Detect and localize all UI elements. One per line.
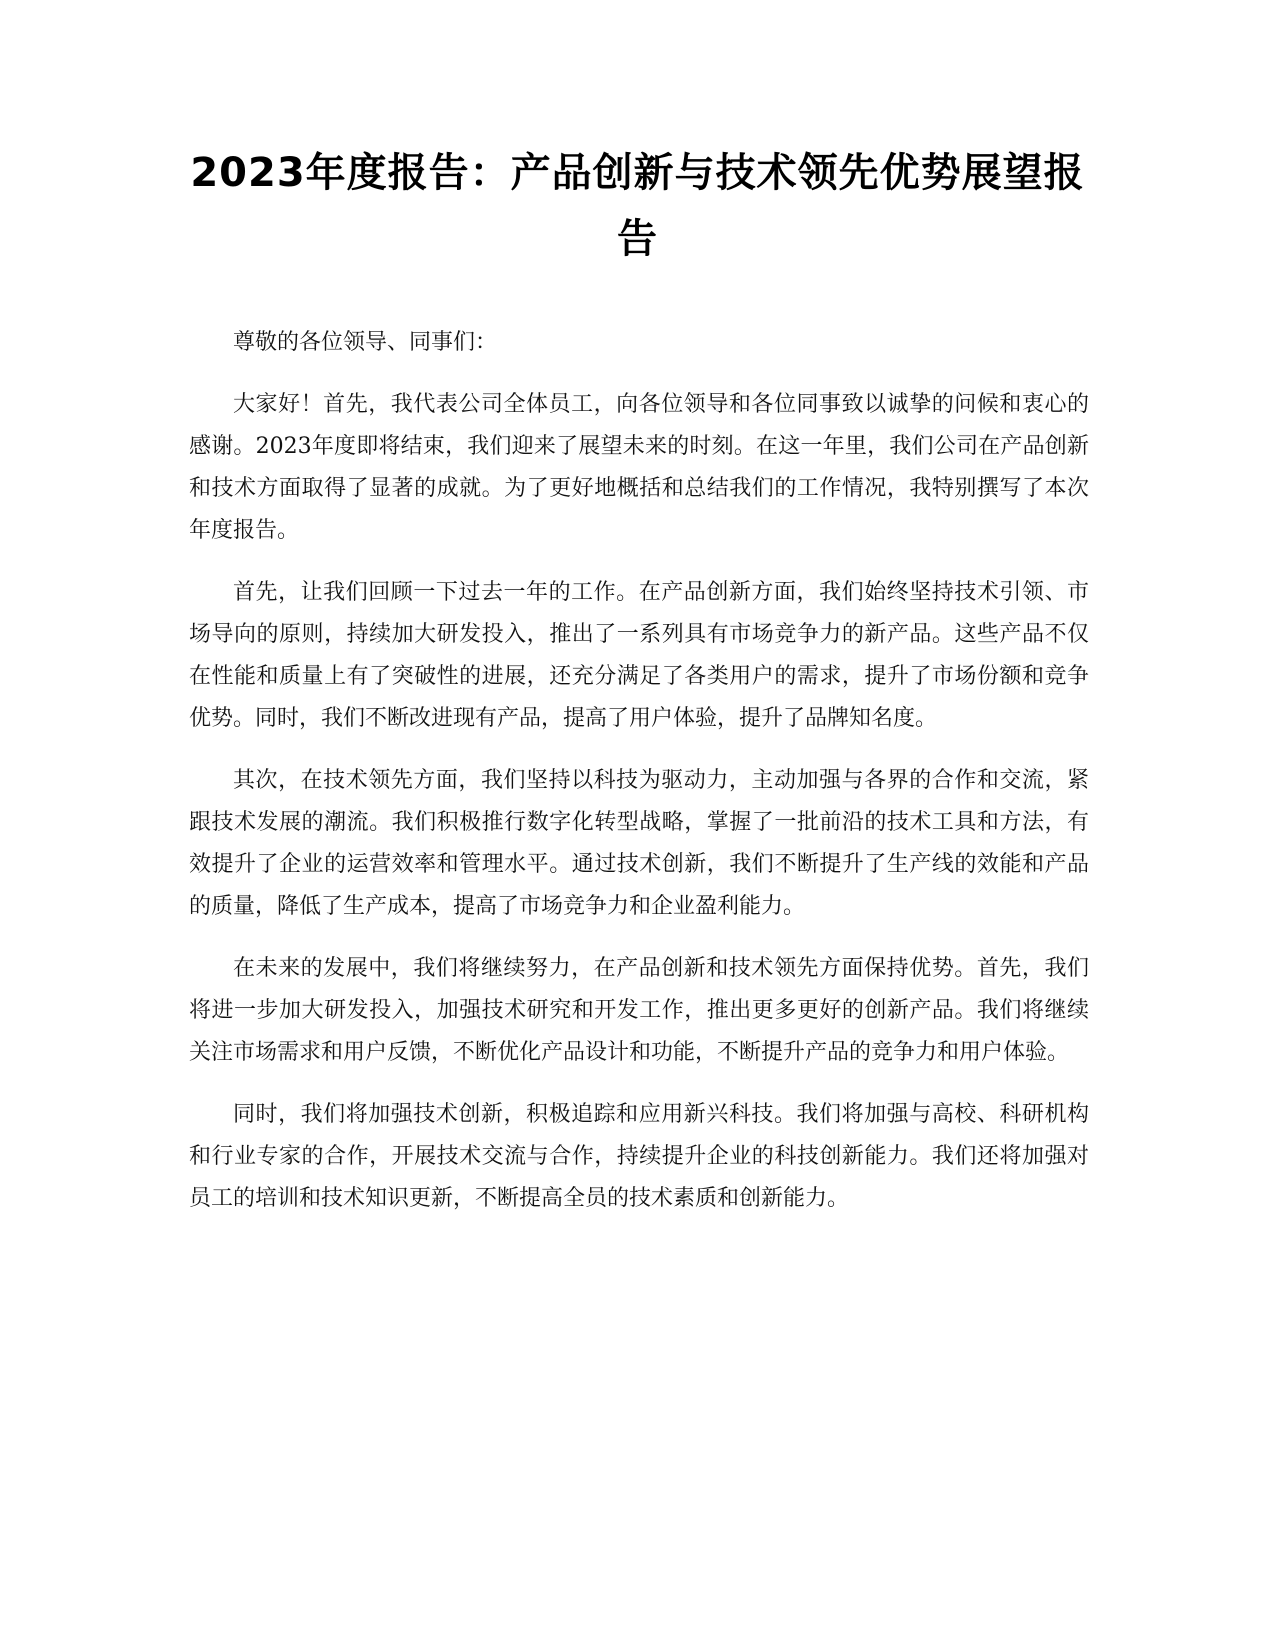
body-paragraph: 同时，我们将加强技术创新，积极追踪和应用新兴科技。我们将加强与高校、科研机构和行业专家的合作，开展技术交流与合作，持续提升企业的科技创新能力。我们还将加强对员工的培训和技术知识更新，不断提高全员的技术素质和创新能力。 bbox=[189, 1102, 1089, 1211]
salutation-paragraph: 尊敬的各位领导、同事们： bbox=[233, 330, 498, 355]
document-body bbox=[189, 322, 1089, 1240]
body-paragraph: 首先，让我们回顾一下过去一年的工作。在产品创新方面，我们始终坚持技术引领、市场导向的原则，持续加大研发投入，推出了一系列具有市场竞争力的新产品。这些产品不仅在性能和质量上有了突破性的进展，还充分满足了各类用户的需求，提升了市场份额和竞争优势。同时，我们不断改进现有产品，提高了用户体验，提升了品牌知名度。 bbox=[189, 580, 1089, 731]
body-paragraph: 大家好！首先，我代表公司全体员工，向各位领导和各位同事致以诚挚的问候和衷心的感谢。2023年度即将结束，我们迎来了展望未来的时刻。在这一年里，我们公司在产品创新和技术方面取得了显著的成就。为了更好地概括和总结我们的工作情况，我特别撰写了本次年度报告。 bbox=[189, 392, 1089, 543]
document-title: 2023年度报告：产品创新与技术领先优势展望报告 bbox=[190, 150, 1085, 262]
body-paragraph: 其次，在技术领先方面，我们坚持以科技为驱动力，主动加强与各界的合作和交流，紧跟技术发展的潮流。我们积极推行数字化转型战略，掌握了一批前沿的技术工具和方法，有效提升了企业的运营效率和管理水平。通过技术创新，我们不断提升了生产线的效能和产品的质量，降低了生产成本，提高了市场竞争力和企业盈利能力。 bbox=[189, 768, 1089, 919]
body-paragraph: 在未来的发展中，我们将继续努力，在产品创新和技术领先方面保持优势。首先，我们将进一步加大研发投入，加强技术研究和开发工作，推出更多更好的创新产品。我们将继续关注市场需求和用户反馈，不断优化产品设计和功能，不断提升产品的竞争力和用户体验。 bbox=[189, 956, 1089, 1065]
